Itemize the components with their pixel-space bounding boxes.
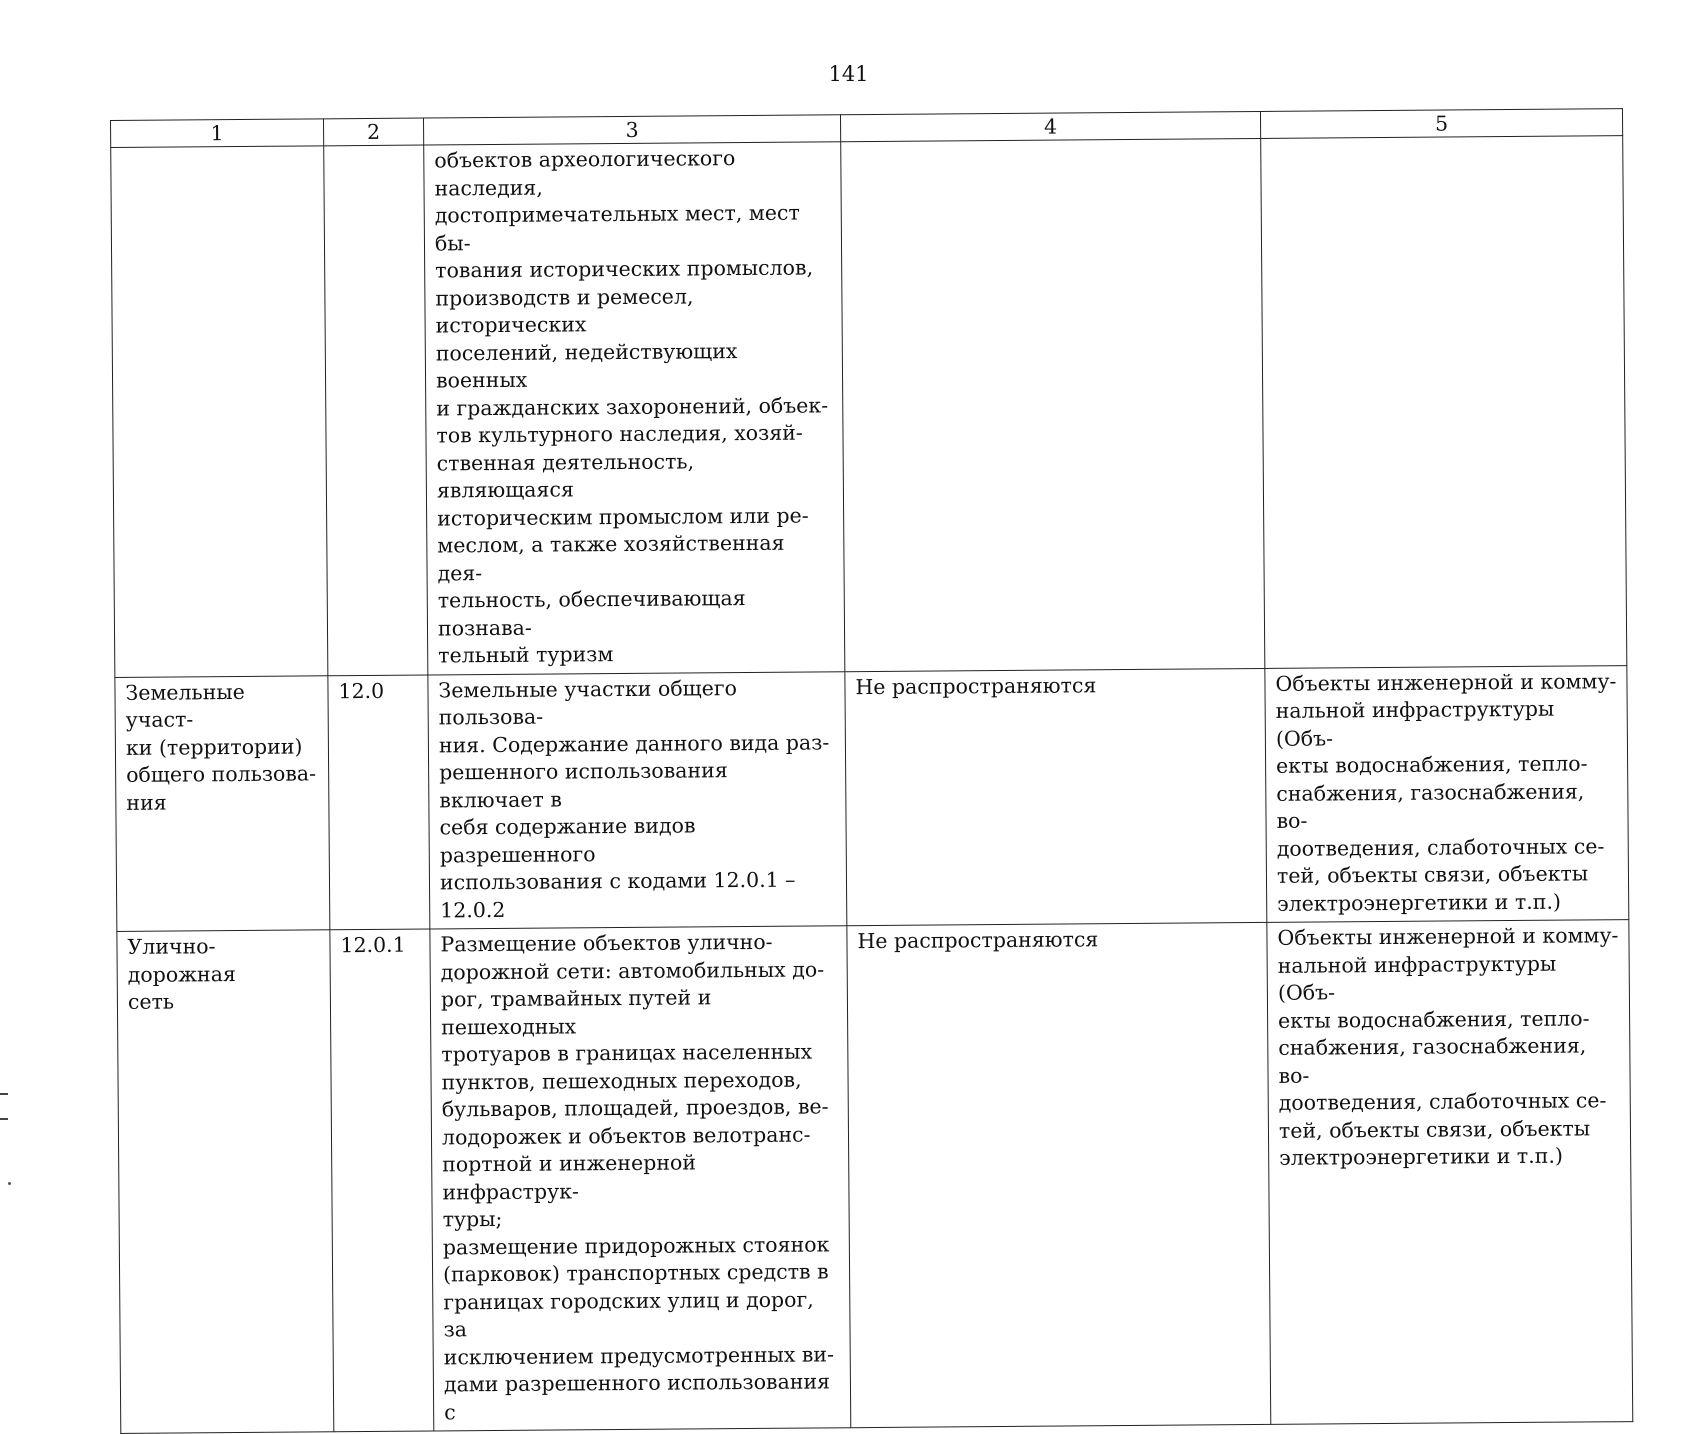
- table-cell-description: объектов археологического наследия, достопримечательных мест, мест бы- тования исторических промыслов, производств и ремесел, исторических поселений, недействующих военных и гражданских захоронений, объек- тов культурного наследия, хозяй- ственная деятельность, являющаяся историческим промыслом или ре- меслом, а также хозяйственная дея- тельность, обеспечивающая познава- тельный туризм: [424, 142, 845, 675]
- table-cell-auxiliary: Объекты инженерной и комму- нальной инфраструктуры (Объ- екты водоснабжения, тепло- снабжения, газоснабжения, во- доотведения, слаботочных се- тей, объекты связи, объекты электроэнергетики и т.п.): [1267, 920, 1633, 1425]
- table-cell-name: Улично-дорожная сеть: [117, 930, 334, 1434]
- scan-edge-mark: [0, 1093, 8, 1095]
- page-number: 141: [828, 62, 869, 86]
- table-row: [117, 920, 1633, 1434]
- table-cell-restrictions: Не распространяются: [847, 922, 1271, 1427]
- header-cell: 1: [111, 119, 324, 148]
- header-cell: 5: [1260, 109, 1622, 139]
- table-cell-description: Земельные участки общего пользова- ния. Содержание данного вида раз- решенного использования включает в себя содержание видов разрешенного использования с кодами 12.0.1 – 12.0.2: [428, 671, 847, 929]
- table-cell-auxiliary: [1261, 136, 1627, 668]
- table-row: [115, 665, 1629, 931]
- table-row: [111, 136, 1627, 677]
- table-cell-code: 12.0: [328, 675, 430, 930]
- table-cell-auxiliary: Объекты инженерной и комму- нальной инфраструктуры (Объ- екты водоснабжения, тепло- снабжения, газоснабжения, во- доотведения, слаботочных се- тей, объекты связи, объекты электроэнергетики и т.п.): [1265, 665, 1629, 922]
- table-cell-code: 12.0.1: [330, 929, 434, 1432]
- table-cell-description: Размещение объектов улично- дорожной сети: автомобильных до- рог, трамвайных путей и пешеходных тротуаров в границах населенных пунктов, пешеходных переходов, бульваров, площадей, проездов, ве- лодорожек и объектов велотранс- портной и инженерной инфраструк- туры; размещение придорожных стоянок (парковок) транспортных средств в границах городских улиц и дорог, за исключением предусмотренных ви- дами разрешенного использования с: [430, 926, 851, 1431]
- scan-edge-mark: [0, 1118, 8, 1120]
- table-cell-restrictions: [841, 138, 1265, 671]
- table-cell-name: [111, 146, 328, 677]
- header-cell: 4: [840, 111, 1260, 141]
- scan-edge-dot: [8, 1182, 11, 1185]
- regulation-table: [110, 108, 1633, 1434]
- table-cell-restrictions: Не распространяются: [845, 668, 1267, 926]
- header-cell: 2: [323, 118, 423, 146]
- table-cell-code: [324, 145, 428, 675]
- header-cell: 3: [423, 115, 840, 145]
- table-cell-name: Земельные участ- ки (территории) общего пользова- ния: [115, 675, 330, 931]
